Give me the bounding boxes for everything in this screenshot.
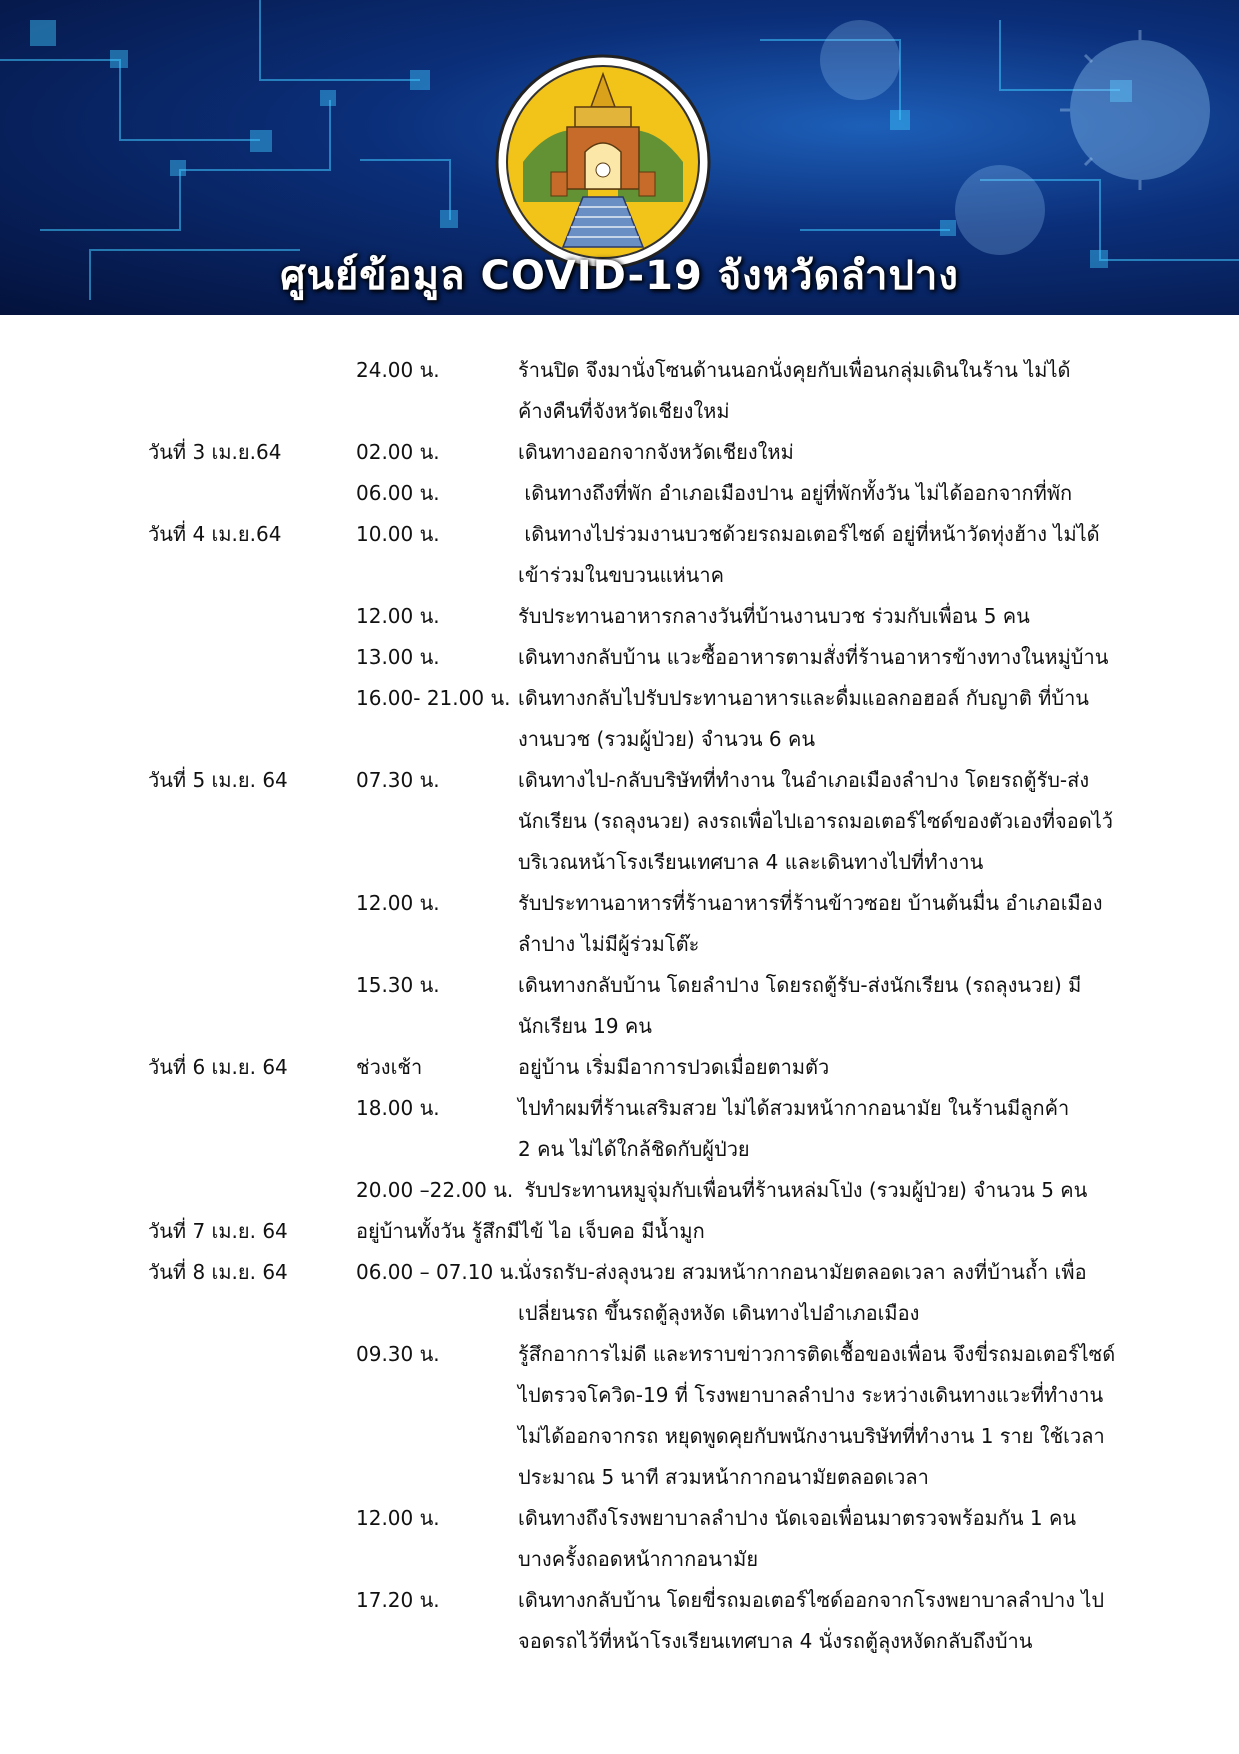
entry-description (518, 1498, 1098, 1580)
entry-description (518, 1047, 1098, 1088)
entry-description (518, 1170, 1098, 1211)
timeline-entry (0, 1170, 1239, 1211)
description-line: รับประทานหมูจุ่มกับเพื่อนที่ร้านหล่มโป่ง (รวมผู้ป่วย) จำนวน 5 คน (518, 1178, 1088, 1202)
entry-time: 15.30 น. (356, 973, 440, 997)
timeline-entry (0, 678, 1239, 760)
entry-time: 12.00 น. (356, 604, 440, 628)
description-line: เดินทางไปร่วมงานบวชด้วยรถมอเตอร์ไซด์ อยู่ที่หน้าวัดทุ่งฮ้าง ไม่ได้ (518, 522, 1100, 546)
entry-description (518, 1088, 1098, 1170)
lampang-province-seal (493, 52, 713, 272)
timeline-entry (0, 1334, 1239, 1498)
entry-date: วันที่ 8 เม.ย. 64 (148, 1260, 288, 1284)
banner-title: ศูนย์ข้อมูล COVID-19 จังหวัดลำปาง (280, 253, 959, 299)
description-line: ร้านปิด จึงมานั่งโซนด้านนอกนั่งคุยกับเพื่อนกลุ่มเดินในร้าน ไม่ได้ (518, 358, 1071, 382)
description-line: บริเวณหน้าโรงเรียนเทศบาล 4 และเดินทางไปที่ทำงาน (518, 850, 984, 874)
entry-time: ช่วงเช้า (356, 1055, 423, 1079)
entry-time: 02.00 น. (356, 440, 440, 464)
description-line: ค้างคืนที่จังหวัดเชียงใหม่ (518, 399, 730, 423)
entry-date: วันที่ 5 เม.ย. 64 (148, 768, 288, 792)
entry-description (518, 596, 1098, 637)
timeline-entry (0, 760, 1239, 883)
entry-date: วันที่ 7 เม.ย. 64 (148, 1219, 288, 1243)
description-line: ลำปาง ไม่มีผู้ร่วมโต๊ะ (518, 932, 700, 956)
entry-description (518, 678, 1098, 760)
entry-time: 06.00 – 07.10 น. (356, 1260, 520, 1284)
entry-time: 18.00 น. (356, 1096, 440, 1120)
description-line: เดินทางกลับบ้าน แวะซื้ออาหารตามสั่งที่ร้านอาหารข้างทางในหมู่บ้าน (518, 645, 1109, 669)
timeline-entry (0, 596, 1239, 637)
timeline (0, 350, 1239, 1662)
description-line: เดินทางกลับบ้าน โดยขี่รถมอเตอร์ไซด์ออกจากโรงพยาบาลลำปาง ไป (518, 1588, 1105, 1612)
entry-description (518, 514, 1098, 596)
description-line: เดินทางถึงโรงพยาบาลลำปาง นัดเจอเพื่อนมาตรวจพร้อมกัน 1 คน (518, 1506, 1077, 1530)
entry-date: วันที่ 6 เม.ย. 64 (148, 1055, 288, 1079)
description-line: รับประทานอาหารกลางวันที่บ้านงานบวช ร่วมกับเพื่อน 5 คน (518, 604, 1030, 628)
timeline-entry (0, 432, 1239, 473)
timeline-entry (0, 1498, 1239, 1580)
entry-description (518, 760, 1114, 883)
timeline-entry (0, 965, 1239, 1047)
timeline-entry (0, 1252, 1239, 1334)
description-line: เดินทางกลับไปรับประทานอาหารและดื่มแอลกอฮอล์ กับญาติ ที่บ้าน (518, 686, 1089, 710)
timeline-entry (0, 1047, 1239, 1088)
timeline-entry (0, 473, 1239, 514)
entry-description (518, 1580, 1105, 1662)
entry-description: อยู่บ้านทั้งวัน รู้สึกมีไข้ ไอ เจ็บคอ มีน้ำมูก (356, 1219, 705, 1243)
description-line: เปลี่ยนรถ ขึ้นรถตู้ลุงหงัด เดินทางไปอำเภอเมือง (518, 1301, 920, 1325)
entry-time: 16.00- 21.00 น. (356, 686, 511, 710)
entry-time: 17.20 น. (356, 1588, 440, 1612)
entry-time: 20.00 –22.00 น. (356, 1178, 514, 1202)
entry-description (518, 883, 1103, 965)
description-line: เข้าร่วมในขบวนแห่นาค (518, 563, 724, 587)
description-line: เดินทางกลับบ้าน โดยลำปาง โดยรถตู้รับ-ส่งนักเรียน (รถลุงนวย) มี (518, 973, 1082, 997)
entry-time: 12.00 น. (356, 891, 440, 915)
timeline-entry (0, 514, 1239, 596)
entry-date: วันที่ 3 เม.ย.64 (148, 440, 282, 464)
description-line: ไม่ได้ออกจากรถ หยุดพูดคุยกับพนักงานบริษัทที่ทำงาน 1 ราย ใช้เวลา (518, 1424, 1105, 1448)
description-line: นักเรียน (รถลุงนวย) ลงรถเพื่อไปเอารถมอเตอร์ไซด์ของตัวเองที่จอดไว้ (518, 809, 1114, 833)
description-line: อยู่บ้าน เริ่มมีอาการปวดเมื่อยตามตัว (518, 1055, 830, 1079)
description-line: นั่งรถรับ-ส่งลุงนวย สวมหน้ากากอนามัยตลอดเวลา ลงที่บ้านถ้ำ เพื่อ (518, 1260, 1087, 1284)
entry-description (518, 637, 1109, 678)
entry-date: วันที่ 4 เม.ย.64 (148, 522, 282, 546)
timeline-entry (0, 350, 1239, 432)
entry-time: 13.00 น. (356, 645, 440, 669)
entry-description (518, 350, 1098, 432)
timeline-entry (0, 883, 1239, 965)
entry-time: 06.00 น. (356, 481, 440, 505)
description-line: เดินทางถึงที่พัก อำเภอเมืองปาน อยู่ที่พักทั้งวัน ไม่ได้ออกจากที่พัก (518, 481, 1073, 505)
description-line: ประมาณ 5 นาที สวมหน้ากากอนามัยตลอดเวลา (518, 1465, 929, 1489)
entry-description (518, 473, 1098, 514)
timeline-entry (0, 1580, 1239, 1662)
entry-time: 07.30 น. (356, 768, 440, 792)
header-banner (0, 0, 1239, 315)
description-line: 2 คน ไม่ได้ใกล้ชิดกับผู้ป่วย (518, 1137, 750, 1161)
entry-description (518, 432, 1098, 473)
entry-time: 12.00 น. (356, 1506, 440, 1530)
timeline-entry (0, 1211, 1239, 1252)
description-line: รู้สึกอาการไม่ดี และทราบข่าวการติดเชื้อของเพื่อน จึงขี่รถมอเตอร์ไซด์ (518, 1342, 1116, 1366)
virus-icon (820, 20, 1210, 255)
description-line: เดินทางออกจากจังหวัดเชียงใหม่ (518, 440, 794, 464)
description-line: จอดรถไว้ที่หน้าโรงเรียนเทศบาล 4 นั่งรถตู้ลุงหงัดกลับถึงบ้าน (518, 1629, 1033, 1653)
description-line: นักเรียน 19 คน (518, 1014, 652, 1038)
description-line: บางครั้งถอดหน้ากากอนามัย (518, 1547, 759, 1571)
entry-time: 24.00 น. (356, 358, 440, 382)
description-line: งานบวช (รวมผู้ป่วย) จำนวน 6 คน (518, 727, 816, 751)
timeline-entry (0, 637, 1239, 678)
description-line: ไปตรวจโควิด-19 ที่ โรงพยาบาลลำปาง ระหว่างเดินทางแวะที่ทำงาน (518, 1383, 1104, 1407)
description-line: ไปทำผมที่ร้านเสริมสวย ไม่ได้สวมหน้ากากอนามัย ในร้านมีลูกค้า (518, 1096, 1070, 1120)
entry-description (518, 965, 1098, 1047)
entry-time: 09.30 น. (356, 1342, 440, 1366)
entry-description (518, 1334, 1116, 1498)
timeline-entry (0, 1088, 1239, 1170)
entry-time: 10.00 น. (356, 522, 440, 546)
description-line: เดินทางไป-กลับบริษัทที่ทำงาน ในอำเภอเมืองลำปาง โดยรถตู้รับ-ส่ง (518, 768, 1090, 792)
description-line: รับประทานอาหารที่ร้านอาหารที่ร้านข้าวซอย บ้านต้นมื่น อำเภอเมือง (518, 891, 1103, 915)
entry-description (518, 1252, 1098, 1334)
